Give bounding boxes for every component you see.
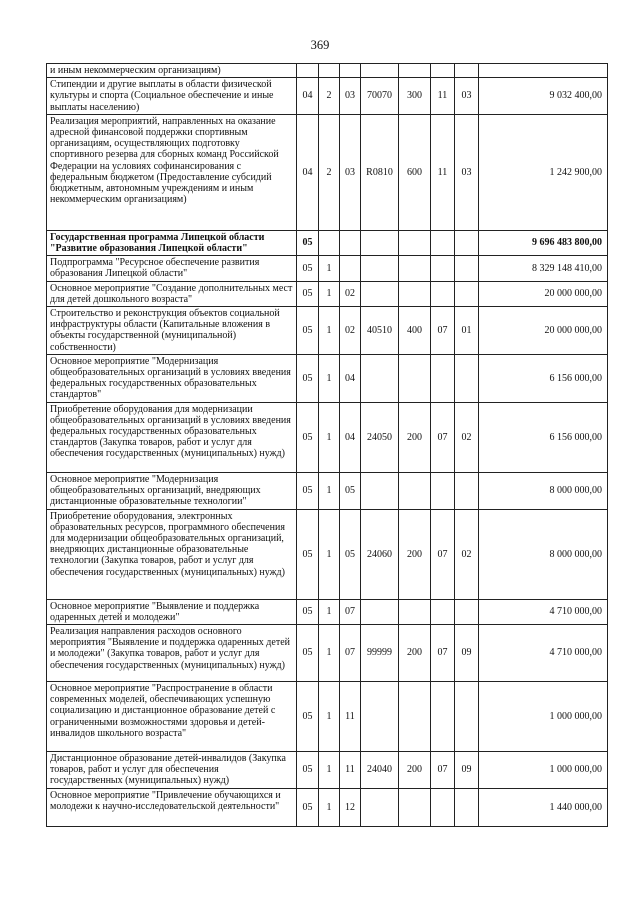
- expense-type-code: [399, 354, 431, 402]
- amount: 4 710 000,00: [479, 625, 608, 682]
- row-name: Основное мероприятие "Привлечение обучающихся и молодежи к научно-исследовательской деятельности": [47, 788, 297, 826]
- row-name: Подпрограмма "Ресурсное обеспечение развития образования Липецкой области": [47, 256, 297, 281]
- table-row: [47, 402, 608, 472]
- activity-code: 05: [340, 509, 361, 599]
- activity-code: 11: [340, 682, 361, 752]
- table-row: [47, 307, 608, 355]
- direction-code: [361, 472, 399, 509]
- table-row: [47, 472, 608, 509]
- direction-code: 70070: [361, 78, 399, 115]
- amount: 20 000 000,00: [479, 307, 608, 355]
- expense-type-code: 200: [399, 625, 431, 682]
- table-row: [47, 682, 608, 752]
- amount: 6 156 000,00: [479, 354, 608, 402]
- expense-type-code: 200: [399, 509, 431, 599]
- direction-code: [361, 256, 399, 281]
- expense-type-code: [399, 472, 431, 509]
- expense-type-code: 600: [399, 114, 431, 230]
- section-code: 07: [431, 752, 455, 789]
- direction-code: [361, 682, 399, 752]
- subprogram-code: 1: [319, 402, 340, 472]
- row-name: и иным некоммерческим организациям): [47, 64, 297, 78]
- row-name: Основное мероприятие "Модернизация общеобразовательных организаций в условиях введения федеральных государственных образовательных стандартов": [47, 354, 297, 402]
- section-code: 11: [431, 114, 455, 230]
- subsection-code: 02: [455, 402, 479, 472]
- activity-code: 12: [340, 788, 361, 826]
- program-code: 05: [297, 230, 319, 255]
- program-code: 05: [297, 752, 319, 789]
- activity-code: 04: [340, 354, 361, 402]
- row-name: Основное мероприятие "Выявление и поддержка одаренных детей и молодежи": [47, 599, 297, 624]
- table-row: [47, 114, 608, 230]
- amount: 9 696 483 800,00: [479, 230, 608, 255]
- direction-code: [361, 230, 399, 255]
- table-row: [47, 509, 608, 599]
- section-code: [431, 230, 455, 255]
- program-code: 05: [297, 402, 319, 472]
- expense-type-code: [399, 64, 431, 78]
- subprogram-code: 1: [319, 625, 340, 682]
- section-code: [431, 599, 455, 624]
- amount: 20 000 000,00: [479, 281, 608, 306]
- expense-type-code: 400: [399, 307, 431, 355]
- expense-type-code: [399, 281, 431, 306]
- direction-code: 40510: [361, 307, 399, 355]
- activity-code: 05: [340, 472, 361, 509]
- table-row: [47, 281, 608, 306]
- row-name: Основное мероприятие "Создание дополнительных мест для детей дошкольного возраста": [47, 281, 297, 306]
- subsection-code: [455, 64, 479, 78]
- direction-code: 24050: [361, 402, 399, 472]
- expense-type-code: [399, 230, 431, 255]
- subprogram-code: 1: [319, 281, 340, 306]
- direction-code: [361, 354, 399, 402]
- activity-code: [340, 64, 361, 78]
- subsection-code: 09: [455, 752, 479, 789]
- subprogram-code: 1: [319, 599, 340, 624]
- direction-code: [361, 788, 399, 826]
- section-code: [431, 281, 455, 306]
- subprogram-code: 1: [319, 307, 340, 355]
- subprogram-code: 1: [319, 354, 340, 402]
- subsection-code: [455, 230, 479, 255]
- subsection-code: [455, 682, 479, 752]
- row-name: Реализация направления расходов основного мероприятия "Выявление и поддержка одаренных детей и молодежи" (Закупка товаров, работ и услуг для обеспечения государственных (муниципальных) нужд): [47, 625, 297, 682]
- activity-code: 07: [340, 625, 361, 682]
- subsection-code: 02: [455, 509, 479, 599]
- direction-code: [361, 599, 399, 624]
- activity-code: 03: [340, 78, 361, 115]
- page-number: 369: [310, 38, 330, 52]
- row-name: Основное мероприятие "Распространение в области современных моделей, обеспечивающих успешную социализацию и дистанционное образование детей с ограниченными возможностями здоровья и детей-инвалидов школьного возраста": [47, 682, 297, 752]
- subsection-code: 09: [455, 625, 479, 682]
- section-code: 07: [431, 509, 455, 599]
- row-name: Стипендии и другие выплаты в области физической культуры и спорта (Социальное обеспечение и иные выплаты населению): [47, 78, 297, 115]
- table-row: [47, 625, 608, 682]
- program-code: 05: [297, 307, 319, 355]
- section-code: 07: [431, 307, 455, 355]
- section-code: [431, 256, 455, 281]
- program-code: [297, 64, 319, 78]
- subsection-code: [455, 472, 479, 509]
- row-name: Строительство и реконструкция объектов социальной инфраструктуры области (Капитальные вложения в объекты государственной (муниципальной) собственности): [47, 307, 297, 355]
- section-code: [431, 354, 455, 402]
- subsection-code: [455, 256, 479, 281]
- budget-table: [46, 63, 608, 827]
- subprogram-code: [319, 230, 340, 255]
- expense-type-code: [399, 256, 431, 281]
- amount: 6 156 000,00: [479, 402, 608, 472]
- amount: 8 000 000,00: [479, 472, 608, 509]
- program-code: 05: [297, 788, 319, 826]
- subprogram-code: 1: [319, 682, 340, 752]
- table-row: [47, 599, 608, 624]
- subsection-code: 01: [455, 307, 479, 355]
- activity-code: 02: [340, 307, 361, 355]
- row-name: Основное мероприятие "Модернизация общеобразовательных организаций, внедряющих дистанционные образовательные технологии": [47, 472, 297, 509]
- direction-code: [361, 64, 399, 78]
- activity-code: 11: [340, 752, 361, 789]
- section-code: 07: [431, 402, 455, 472]
- subsection-code: [455, 788, 479, 826]
- section-code: [431, 64, 455, 78]
- expense-type-code: 200: [399, 402, 431, 472]
- direction-code: 99999: [361, 625, 399, 682]
- section-code: [431, 472, 455, 509]
- amount: 9 032 400,00: [479, 78, 608, 115]
- direction-code: R0810: [361, 114, 399, 230]
- subsection-code: 03: [455, 78, 479, 115]
- row-name: Государственная программа Липецкой области "Развитие образования Липецкой области": [47, 230, 297, 255]
- program-code: 05: [297, 281, 319, 306]
- amount: 1 440 000,00: [479, 788, 608, 826]
- program-code: 05: [297, 472, 319, 509]
- subsection-code: [455, 599, 479, 624]
- subprogram-code: 1: [319, 472, 340, 509]
- table-row: [47, 230, 608, 255]
- table-row: [47, 256, 608, 281]
- subprogram-code: 1: [319, 509, 340, 599]
- table-row: [47, 788, 608, 826]
- table-row: [47, 64, 608, 78]
- direction-code: 24060: [361, 509, 399, 599]
- expense-type-code: 200: [399, 752, 431, 789]
- activity-code: 04: [340, 402, 361, 472]
- row-name: Приобретение оборудования для модернизации общеобразовательных организаций в условиях введения федеральных государственных образовательных стандартов (Закупка товаров, работ и услуг для обеспечения государственных (муниципальных) нужд): [47, 402, 297, 472]
- section-code: [431, 682, 455, 752]
- expense-type-code: [399, 599, 431, 624]
- row-name: Реализация мероприятий, направленных на оказание адресной финансовой поддержки спортивным организациям, осуществляющих подготовку спортивного резерва для сборных команд Российской Федерации на условиях софинансирования с федеральным бюджетом (Предоставление субсидий бюджетным, автономным учреждениям и иным некоммерческим организациям): [47, 114, 297, 230]
- program-code: 04: [297, 114, 319, 230]
- program-code: 05: [297, 625, 319, 682]
- program-code: 04: [297, 78, 319, 115]
- subsection-code: [455, 281, 479, 306]
- section-code: 11: [431, 78, 455, 115]
- row-name: Дистанционное образование детей-инвалидов (Закупка товаров, работ и услуг для обеспечения государственных (муниципальных) нужд): [47, 752, 297, 789]
- subprogram-code: 1: [319, 788, 340, 826]
- program-code: 05: [297, 354, 319, 402]
- program-code: 05: [297, 509, 319, 599]
- activity-code: 07: [340, 599, 361, 624]
- expense-type-code: 300: [399, 78, 431, 115]
- activity-code: [340, 230, 361, 255]
- subprogram-code: 1: [319, 256, 340, 281]
- expense-type-code: [399, 682, 431, 752]
- direction-code: 24040: [361, 752, 399, 789]
- expense-type-code: [399, 788, 431, 826]
- subprogram-code: 2: [319, 114, 340, 230]
- subprogram-code: [319, 64, 340, 78]
- program-code: 05: [297, 682, 319, 752]
- subsection-code: [455, 354, 479, 402]
- row-name: Приобретение оборудования, электронных образовательных ресурсов, программного обеспечения для модернизации общеобразовательных организаций, внедряющих дистанционные образовательные технологии (Закупка товаров, работ и услуг для обеспечения государственных (муниципальных) нужд): [47, 509, 297, 599]
- section-code: [431, 788, 455, 826]
- program-code: 05: [297, 256, 319, 281]
- table-row: [47, 78, 608, 115]
- activity-code: [340, 256, 361, 281]
- amount: 1 000 000,00: [479, 682, 608, 752]
- subprogram-code: 1: [319, 752, 340, 789]
- subprogram-code: 2: [319, 78, 340, 115]
- amount: 8 329 148 410,00: [479, 256, 608, 281]
- subsection-code: 03: [455, 114, 479, 230]
- direction-code: [361, 281, 399, 306]
- amount: 8 000 000,00: [479, 509, 608, 599]
- activity-code: 02: [340, 281, 361, 306]
- table-row: [47, 354, 608, 402]
- amount: 4 710 000,00: [479, 599, 608, 624]
- amount: 1 242 900,00: [479, 114, 608, 230]
- amount: 1 000 000,00: [479, 752, 608, 789]
- section-code: 07: [431, 625, 455, 682]
- program-code: 05: [297, 599, 319, 624]
- table-row: [47, 752, 608, 789]
- activity-code: 03: [340, 114, 361, 230]
- amount: [479, 64, 608, 78]
